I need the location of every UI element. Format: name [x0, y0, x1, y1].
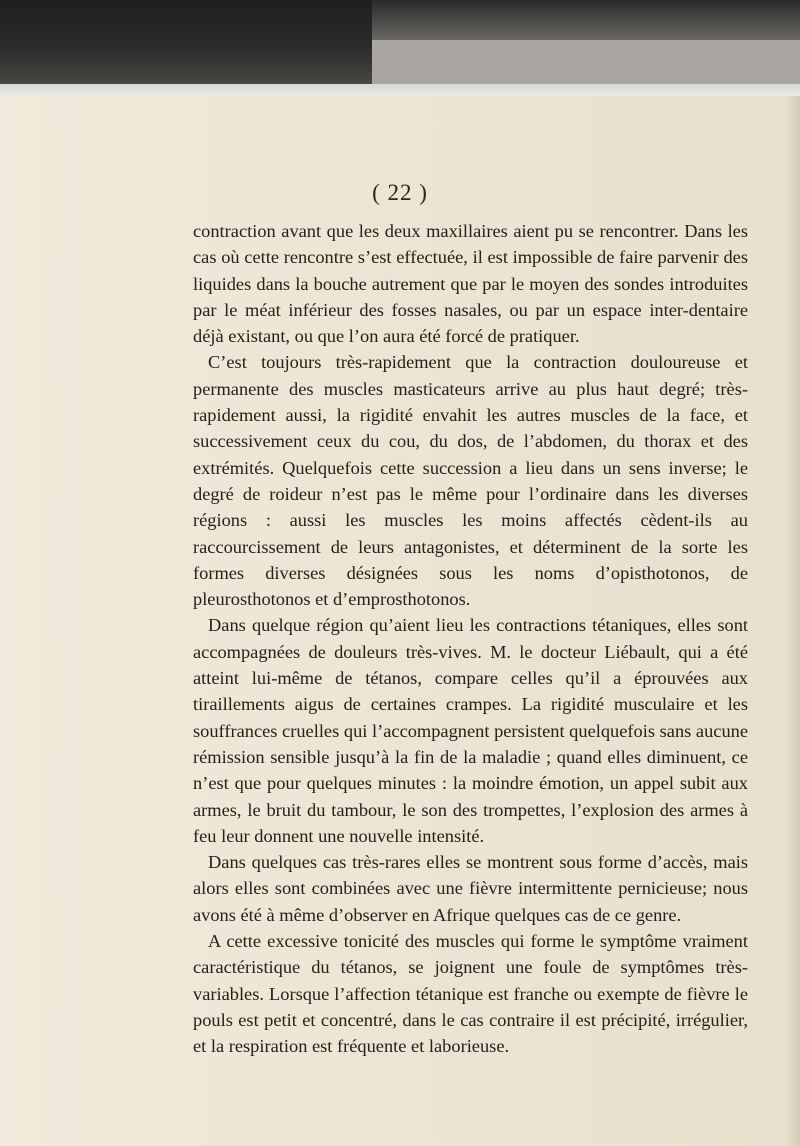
paragraph-intermittent: Dans quelques cas très-rares elles se montrent sous forme d’accès, mais alors elles sont combinées avec une fièvre intermittente pernicieuse; nous avons été à même d’observer en Afrique quelques cas de ce genre.	[193, 852, 748, 925]
page-number: ( 22 )	[372, 180, 428, 205]
paragraph-rigidity: C’est toujours très-rapidement que la contraction douloureuse et permanente des muscles masticateurs arrive au plus haut degré; très-rapidement aussi, la rigidité envahit les autres muscles de la face, et successivement ceux du cou, du dos, de l’abdomen, du thorax et des extrémités. Quelquefois cette succession a lieu dans un sens inverse; le degré de roideur n’est pas le même pour l’ordinaire dans les diverses régions : aussi les muscles les moins affectés cèdent-ils au raccourcissement de leurs antagonistes, et déterminent de la sorte les formes diverses désignées sous les noms d’opisthotonos, de pleurosthotonos et d’emprosthotonos.	[193, 352, 748, 610]
scan-shadow-left	[0, 0, 372, 86]
scan-shadow-right	[372, 0, 800, 40]
page-gutter-shade	[786, 96, 800, 1146]
paragraph-pain: Dans quelque région qu’aient lieu les contractions tétaniques, elles sont accompagnées de douleurs très-vives. M. le docteur Liébault, qui a été atteint lui-même de tétanos, compare celles qu’il a éprouvées aux tiraillements aigus de certaines crampes. La rigidité musculaire et les souffrances cruelles qui l’accompagnent persistent quelquefois sans aucune rémission sensible jusqu’à la fin de la maladie ; quand elles diminuent, ce n’est que pour quelques minutes : la moindre émotion, un appel subit aux armes, le bruit du tambour, le son des trompettes, l’explosion des armes à feu leur donnent une nouvelle intensité.	[193, 615, 748, 846]
paragraph-continuation: contraction avant que les deux maxillaires aient pu se rencontrer. Dans les cas où cette rencontre s’est effectuée, il est impossible de faire parvenir des liquides dans la bouche autrement que par le moyen des sondes introduites par le méat inférieur des fosses nasales, ou par un espace inter-dentaire déjà existant, ou que l’on aura été forcé de pratiquer.	[193, 221, 748, 347]
body-text	[193, 218, 748, 1060]
paragraph-symptoms: A cette excessive tonicité des muscles qui forme le symptôme vraiment caractéristique du tétanos, se joignent une foule de symptômes très-variables. Lorsque l’affection tétanique est franche ou exempte de fièvre le pouls est petit et concentré, dans le cas contraire il est précipité, irrégulier, et la respiration est fréquente et laborieuse.	[193, 931, 748, 1057]
